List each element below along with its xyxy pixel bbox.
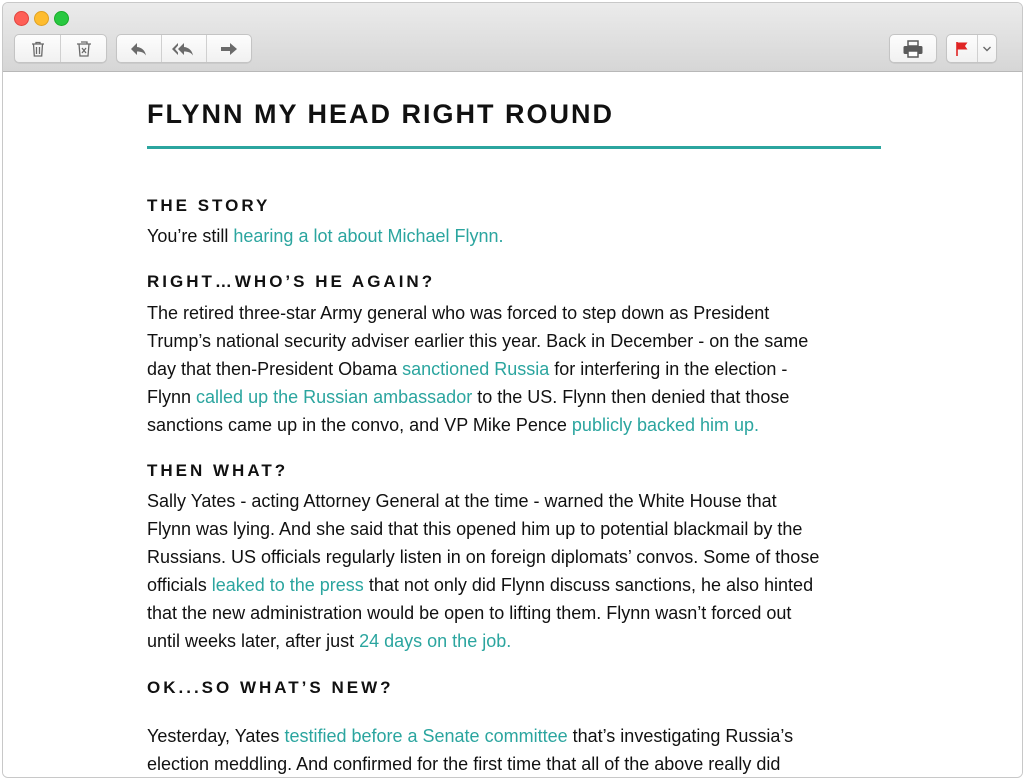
paragraph-line [147, 515, 897, 543]
flag-group [946, 34, 997, 63]
flag-menu-button[interactable] [978, 35, 996, 62]
chevron-down-icon [982, 45, 992, 53]
paragraph-line [147, 599, 897, 627]
paragraph-line [147, 543, 897, 571]
section-paragraph [147, 487, 897, 655]
text-run: election meddling. And confirmed for the first time that all of the above really did [147, 754, 781, 774]
text-run: Trump’s national security adviser earlier this year. Back in December - on the same [147, 331, 809, 351]
delete-button[interactable] [15, 35, 61, 62]
text-run: that the new administration would be open to lifting them. Flynn wasn’t forced out [147, 603, 792, 623]
text-run: sanctions came up in the convo, and VP Mike Pence [147, 415, 572, 435]
text-run: that’s investigating Russia’s [567, 726, 794, 746]
text-run: to the US. Flynn then denied that those [472, 387, 790, 407]
paragraph-line [147, 627, 897, 655]
text-run: The retired three-star Army general who was forced to step down as President [147, 303, 770, 323]
paragraph-line [147, 571, 897, 599]
section-heading: RIGHT…WHO’S HE AGAIN? [147, 272, 436, 291]
text-run: that not only did Flynn discuss sanctions, he also hinted [363, 575, 814, 595]
paragraph-line [147, 750, 897, 778]
text-run: Flynn [147, 387, 197, 407]
section-heading: THE STORY [147, 196, 271, 215]
print-group [889, 34, 937, 63]
article-link[interactable]: testified before a Senate committee [284, 726, 568, 746]
section-paragraph [147, 299, 897, 439]
toolbar [3, 3, 1022, 72]
trash-icon [30, 40, 46, 58]
section-heading: OK...SO WHAT’S NEW? [147, 678, 394, 697]
article-link[interactable]: 24 days on the job. [359, 631, 512, 651]
reply-all-icon [171, 41, 197, 57]
junk-button[interactable] [61, 35, 106, 62]
reply-all-button[interactable] [162, 35, 207, 62]
forward-button[interactable] [207, 35, 251, 62]
headline-rule [147, 146, 881, 149]
reply-group [116, 34, 252, 63]
section-heading: THEN WHAT? [147, 461, 289, 480]
text-run: for interfering in the election - [549, 359, 788, 379]
reply-button[interactable] [117, 35, 162, 62]
paragraph-line [147, 299, 897, 327]
text-run: day that then-President Obama [147, 359, 403, 379]
section-paragraph [147, 222, 897, 250]
text-run: officials [147, 575, 212, 595]
paragraph-line [147, 383, 897, 411]
text-run: Russians. US officials regularly listen in on foreign diplomats’ convos. Some of those [147, 547, 820, 567]
text-run: You’re still [147, 226, 234, 246]
print-icon [902, 40, 924, 58]
paragraph-line [147, 411, 897, 439]
article-link[interactable]: publicly backed him up. [571, 415, 760, 435]
print-button[interactable] [890, 35, 936, 62]
junk-icon [74, 40, 94, 58]
zoom-window-button[interactable] [54, 11, 69, 26]
paragraph-line [147, 355, 897, 383]
paragraph-line [147, 487, 897, 515]
close-window-button[interactable] [14, 11, 29, 26]
flag-icon [955, 41, 969, 57]
text-run: Yesterday, Yates [147, 726, 285, 746]
section-paragraph [147, 722, 897, 778]
paragraph-line [147, 722, 897, 750]
headline: FLYNN MY HEAD RIGHT ROUND [147, 99, 615, 129]
paragraph-line [147, 327, 897, 355]
reply-icon [129, 41, 149, 57]
mail-window [2, 2, 1023, 778]
flag-button[interactable] [947, 35, 978, 62]
article-link[interactable]: called up the Russian ambassador [196, 387, 473, 407]
message-body [3, 72, 1022, 777]
minimize-window-button[interactable] [34, 11, 49, 26]
delete-junk-group [14, 34, 107, 63]
text-run: Sally Yates - acting Attorney General at the time - warned the White House that [147, 491, 777, 511]
article-link[interactable]: hearing a lot about Michael Flynn. [233, 226, 504, 246]
text-run: until weeks later, after just [147, 631, 360, 651]
text-run: Flynn was lying. And she said that this opened him up to potential blackmail by the [147, 519, 803, 539]
paragraph-line [147, 222, 897, 250]
forward-icon [219, 41, 239, 57]
article-link[interactable]: sanctioned Russia [402, 359, 550, 379]
article-link[interactable]: leaked to the press [211, 575, 364, 595]
